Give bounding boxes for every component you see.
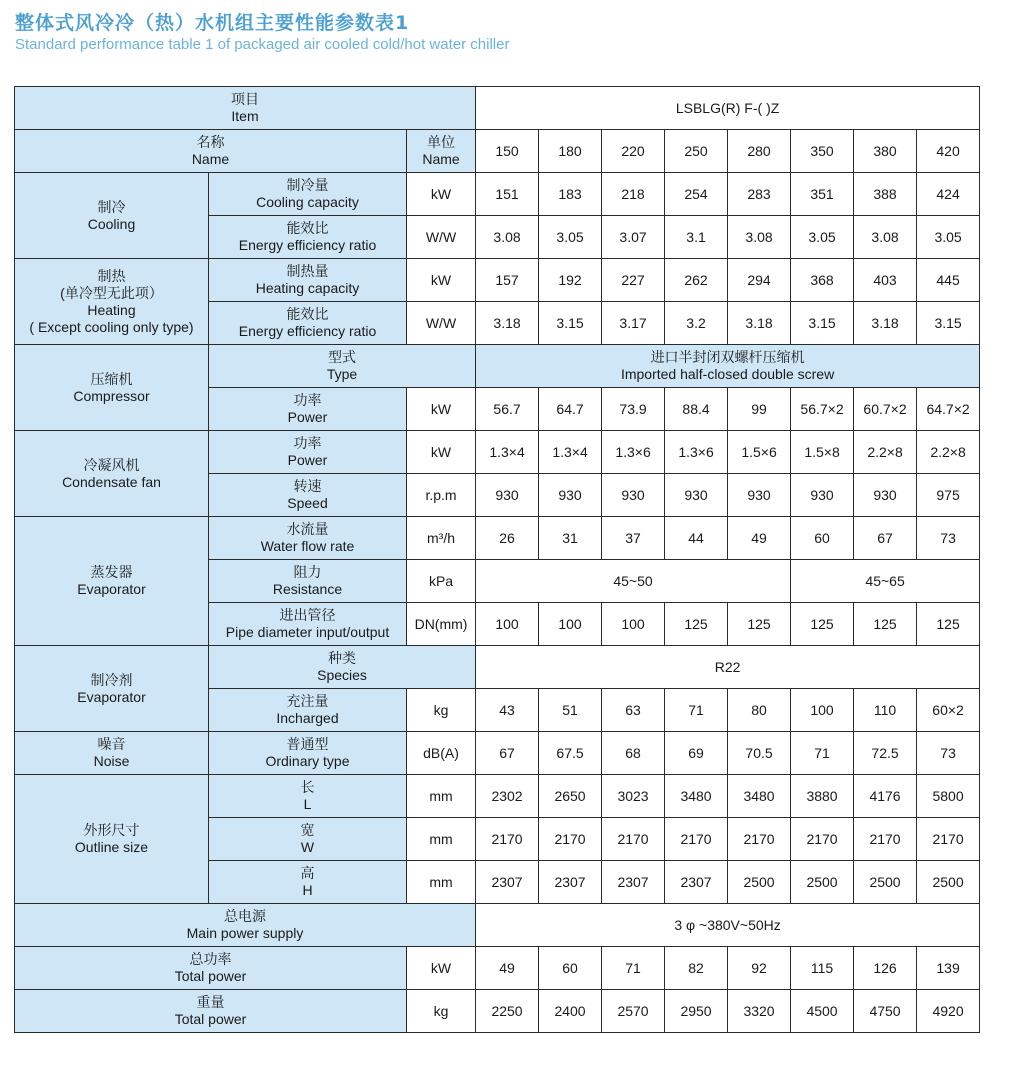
page-title: 整体式风冷冷（热）水机组主要性能参数表1 [15,12,410,34]
table-row [15,517,980,560]
value-cell: 68 [602,732,665,775]
unit-cell: kW [407,947,476,990]
value-cell: 151 [476,173,539,216]
value-cell: 3480 [728,775,791,818]
model-cell: 250 [665,130,728,173]
compressor-type-value: 进口半封闭双螺杆压缩机 Imported half-closed double screw [476,345,980,388]
value-cell: 71 [602,947,665,990]
model-cell: 220 [602,130,665,173]
value-cell: 3.15 [791,302,854,345]
value-cell: 100 [476,603,539,646]
value-cell: 4750 [854,990,917,1033]
value-cell: 2302 [476,775,539,818]
value-cell: 56.7×2 [791,388,854,431]
value-cell: 139 [917,947,980,990]
value-cell: 2170 [665,818,728,861]
value-cell: 67.5 [539,732,602,775]
table-row [15,990,980,1033]
value-cell: 67 [854,517,917,560]
value-cell: 3.18 [476,302,539,345]
value-cell: 3.15 [917,302,980,345]
value-cell: 73.9 [602,388,665,431]
value-cell: 3.05 [791,216,854,259]
page-subtitle: Standard performance table 1 of packaged air cooled cold/hot water chiller [15,36,510,53]
value-cell: 67 [476,732,539,775]
value-cell: 157 [476,259,539,302]
value-cell: 2400 [539,990,602,1033]
value-cell: 1.3×6 [665,431,728,474]
value-cell: 37 [602,517,665,560]
value-cell: 3.1 [665,216,728,259]
value-cell: 45~50 [476,560,791,603]
value-cell: 3880 [791,775,854,818]
group-heating: 制热 (单冷型无此项） Heating ( Except cooling only type) [15,259,209,345]
param-label: 型式 Type [209,345,476,388]
value-cell: 1.5×8 [791,431,854,474]
value-cell: 2170 [539,818,602,861]
value-cell: 3480 [665,775,728,818]
table-row [15,173,980,216]
value-cell: 45~65 [791,560,980,603]
param-label: 能效比 Energy efficiency ratio [209,216,407,259]
value-cell: 4500 [791,990,854,1033]
value-cell: 69 [665,732,728,775]
unit-cell: W/W [407,302,476,345]
param-label: 长 L [209,775,407,818]
unit-cell: mm [407,861,476,904]
model-series-cell: LSBLG(R) F-( )Z [476,87,980,130]
value-cell: 72.5 [854,732,917,775]
value-cell: 283 [728,173,791,216]
value-cell: R22 [476,646,980,689]
value-cell: 31 [539,517,602,560]
value-cell: 71 [665,689,728,732]
table-row [15,732,980,775]
value-cell: 5800 [917,775,980,818]
value-cell: 43 [476,689,539,732]
value-cell: 73 [917,732,980,775]
param-label: 普通型 Ordinary type [209,732,407,775]
value-cell: 3.18 [854,302,917,345]
model-cell: 350 [791,130,854,173]
value-cell: 88.4 [665,388,728,431]
value-cell: 71 [791,732,854,775]
value-cell: 3.08 [728,216,791,259]
value-cell: 2950 [665,990,728,1033]
table-row [15,646,980,689]
value-cell: 4920 [917,990,980,1033]
value-cell: 2570 [602,990,665,1033]
model-cell: 150 [476,130,539,173]
group-evaporator: 蒸发器 Evaporator [15,517,209,646]
group-refrigerant: 制冷剂 Evaporator [15,646,209,732]
value-cell: 60×2 [917,689,980,732]
value-cell: 4176 [854,775,917,818]
value-cell: 49 [476,947,539,990]
value-cell: 49 [728,517,791,560]
value-cell: 254 [665,173,728,216]
param-label: 充注量 Incharged [209,689,407,732]
unit-cell: mm [407,775,476,818]
table-row [15,775,980,818]
value-cell: 2307 [665,861,728,904]
unit-cell: kW [407,388,476,431]
group-noise: 噪音 Noise [15,732,209,775]
value-cell: 3.2 [665,302,728,345]
value-cell: 51 [539,689,602,732]
value-cell: 3 φ ~380V~50Hz [476,904,980,947]
value-cell: 2.2×8 [917,431,980,474]
value-cell: 2307 [539,861,602,904]
value-cell: 125 [665,603,728,646]
value-cell: 92 [728,947,791,990]
value-cell: 125 [728,603,791,646]
value-cell: 3.05 [539,216,602,259]
value-cell: 403 [854,259,917,302]
value-cell: 73 [917,517,980,560]
param-label: 水流量 Water flow rate [209,517,407,560]
table-row [15,904,980,947]
value-cell: 2170 [791,818,854,861]
value-cell: 3.18 [728,302,791,345]
value-cell: 183 [539,173,602,216]
value-cell: 3.15 [539,302,602,345]
value-cell: 126 [854,947,917,990]
param-label: 高 H [209,861,407,904]
param-label: 总电源 Main power supply [15,904,476,947]
table-row [15,947,980,990]
group-cooling: 制冷 Cooling [15,173,209,259]
value-cell: 2170 [917,818,980,861]
param-label: 种类 Species [209,646,476,689]
param-label: 阻力 Resistance [209,560,407,603]
unit-cell: W/W [407,216,476,259]
value-cell: 64.7×2 [917,388,980,431]
value-cell: 424 [917,173,980,216]
value-cell: 388 [854,173,917,216]
value-cell: 100 [539,603,602,646]
value-cell: 70.5 [728,732,791,775]
value-cell: 3.05 [917,216,980,259]
value-cell: 60.7×2 [854,388,917,431]
unit-cell: r.p.m [407,474,476,517]
unit-cell: kg [407,990,476,1033]
value-cell: 3.17 [602,302,665,345]
value-cell: 294 [728,259,791,302]
value-cell: 2.2×8 [854,431,917,474]
group-fan: 冷凝风机 Condensate fan [15,431,209,517]
value-cell: 930 [791,474,854,517]
param-label: 进出管径 Pipe diameter input/output [209,603,407,646]
table-row [15,431,980,474]
model-cell: 180 [539,130,602,173]
value-cell: 3320 [728,990,791,1033]
model-cell: 420 [917,130,980,173]
value-cell: 2500 [854,861,917,904]
value-cell: 351 [791,173,854,216]
item-header-cell: 项目 Item [15,87,476,130]
value-cell: 930 [602,474,665,517]
value-cell: 115 [791,947,854,990]
value-cell: 2170 [854,818,917,861]
value-cell: 262 [665,259,728,302]
param-label: 功率 Power [209,388,407,431]
value-cell: 2500 [917,861,980,904]
param-label: 制冷量 Cooling capacity [209,173,407,216]
value-cell: 930 [854,474,917,517]
param-label: 转速 Speed [209,474,407,517]
value-cell: 3.07 [602,216,665,259]
value-cell: 26 [476,517,539,560]
value-cell: 63 [602,689,665,732]
value-cell: 3.08 [854,216,917,259]
unit-cell: m³/h [407,517,476,560]
header-model-row [15,130,980,173]
param-label: 制热量 Heating capacity [209,259,407,302]
unit-cell: kPa [407,560,476,603]
value-cell: 2307 [476,861,539,904]
value-cell: 1.3×4 [539,431,602,474]
model-cell: 380 [854,130,917,173]
value-cell: 2650 [539,775,602,818]
value-cell: 100 [602,603,665,646]
value-cell: 975 [917,474,980,517]
group-compressor: 压缩机 Compressor [15,345,209,431]
value-cell: 60 [791,517,854,560]
unit-cell: kg [407,689,476,732]
performance-table [14,86,980,1033]
value-cell: 99 [728,388,791,431]
value-cell: 1.3×4 [476,431,539,474]
unit-cell: mm [407,818,476,861]
table-row [15,259,980,302]
value-cell: 80 [728,689,791,732]
value-cell: 100 [791,689,854,732]
value-cell: 60 [539,947,602,990]
value-cell: 227 [602,259,665,302]
value-cell: 125 [854,603,917,646]
group-outline: 外形尺寸 Outline size [15,775,209,904]
value-cell: 1.5×6 [728,431,791,474]
unit-cell: kW [407,431,476,474]
model-cell: 280 [728,130,791,173]
value-cell: 445 [917,259,980,302]
value-cell: 110 [854,689,917,732]
unit-cell: DN(mm) [407,603,476,646]
param-label: 能效比 Energy efficiency ratio [209,302,407,345]
value-cell: 64.7 [539,388,602,431]
value-cell: 56.7 [476,388,539,431]
value-cell: 2170 [728,818,791,861]
value-cell: 44 [665,517,728,560]
value-cell: 2500 [791,861,854,904]
param-label: 总功率 Total power [15,947,407,990]
unit-header-cell: 单位 Name [407,130,476,173]
table-row [15,345,980,388]
value-cell: 125 [791,603,854,646]
value-cell: 930 [728,474,791,517]
header-item-row [15,87,980,130]
param-label: 宽 W [209,818,407,861]
value-cell: 2307 [602,861,665,904]
unit-cell: kW [407,259,476,302]
param-label: 功率 Power [209,431,407,474]
name-header-cell: 名称 Name [15,130,407,173]
value-cell: 1.3×6 [602,431,665,474]
value-cell: 2170 [602,818,665,861]
value-cell: 930 [476,474,539,517]
unit-cell: dB(A) [407,732,476,775]
value-cell: 3.08 [476,216,539,259]
value-cell: 125 [917,603,980,646]
value-cell: 930 [539,474,602,517]
unit-cell: kW [407,173,476,216]
value-cell: 2170 [476,818,539,861]
param-label: 重量 Total power [15,990,407,1033]
value-cell: 2250 [476,990,539,1033]
value-cell: 82 [665,947,728,990]
value-cell: 3023 [602,775,665,818]
value-cell: 2500 [728,861,791,904]
value-cell: 192 [539,259,602,302]
value-cell: 368 [791,259,854,302]
value-cell: 930 [665,474,728,517]
value-cell: 218 [602,173,665,216]
